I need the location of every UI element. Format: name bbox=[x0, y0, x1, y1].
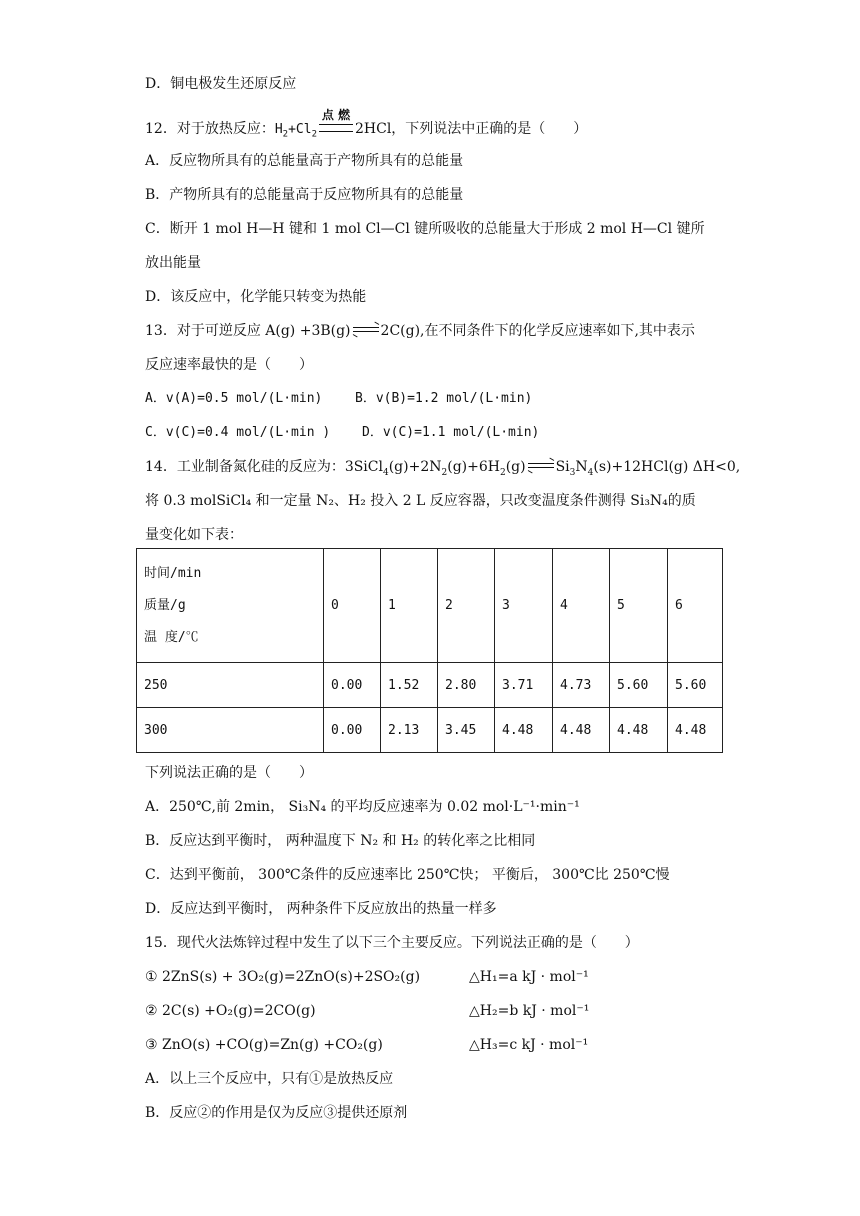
q14-option-d: D．反应达到平衡时， 两种条件下反应放出的热量一样多 bbox=[145, 901, 497, 917]
q14-eq-c: (g)+6H bbox=[447, 459, 500, 475]
q13-option-d: D．v(C)=1.1 mol/(L·min) bbox=[362, 425, 540, 440]
value-cell: 2.13 bbox=[381, 708, 438, 753]
q12-option-c-line2: 放出能量 bbox=[145, 255, 201, 271]
value-cell: 4.48 bbox=[668, 708, 723, 753]
ignite-arrow bbox=[317, 108, 355, 137]
reaction-2-enthalpy: △H₂=b kJ · mol⁻¹ bbox=[469, 1003, 590, 1019]
q13-option-a: A．v(A)=0.5 mol/(L·min) bbox=[145, 391, 323, 406]
q13-stem-line2: 反应速率最快的是（ ） bbox=[145, 357, 313, 373]
reaction-2: ② 2C(s) +O₂(g)=2CO(g) bbox=[145, 1003, 316, 1019]
header-temp-label: 温 度/℃ bbox=[144, 629, 199, 645]
q14-eq-d: (g) bbox=[505, 459, 526, 475]
q14-eq-f: N bbox=[575, 459, 588, 475]
mass-table bbox=[136, 548, 723, 753]
q12-formula: $H_2+Cl_2$ bbox=[274, 122, 317, 140]
q15-option-b: B．反应②的作用是仅为反应③提供还原剂 bbox=[145, 1105, 408, 1121]
q14-stem-line1: 14．工业制备氮化硅的反应为：$3SiCl_4(g)+2N_2(g)+6H_2(g)$ $Si_3N_4(s)+12HCl(g)$ ΔH<0, bbox=[145, 459, 741, 478]
value-cell: 0.00 bbox=[324, 708, 381, 753]
q12-stem-text: 12．对于放热反应： bbox=[145, 121, 275, 137]
table-row bbox=[137, 708, 723, 753]
reaction-1: ① 2ZnS(s) + 3O₂(g)=2ZnO(s)+2SO₂(g) bbox=[145, 969, 421, 985]
q14-stem-line3: 量变化如下表： bbox=[145, 527, 243, 543]
q14-eq-g: (s)+12HCl(g) ΔH<0, bbox=[593, 459, 741, 475]
q12-stem-rest: 2HCl，下列说法中正确的是（ ） bbox=[354, 121, 588, 137]
value-cell: 4.48 bbox=[495, 708, 553, 753]
table-header-row bbox=[137, 549, 723, 663]
temp-cell: 300 bbox=[137, 708, 324, 753]
q12-option-c-line1: C．断开 1 mol H—H 键和 1 mol Cl—Cl 键所吸收的总能量大于形成 2 mol H—Cl 键所 bbox=[145, 221, 705, 237]
ignite-label: 点 燃 bbox=[321, 108, 351, 122]
time-cell: 1 bbox=[381, 549, 438, 663]
time-cell: 6 bbox=[668, 549, 723, 663]
q12-option-d: D．该反应中，化学能只转变为热能 bbox=[145, 289, 367, 305]
q14-eq-a: 14．工业制备氮化硅的反应为：3SiCl bbox=[145, 459, 383, 475]
q13-stem-line1 bbox=[145, 321, 695, 341]
q14-option-a: A．250℃,前 2min， Si₃N₄ 的平均反应速率为 0.02 mol·L⁻¹·min⁻¹ bbox=[145, 799, 580, 815]
equilibrium-arrow bbox=[528, 462, 554, 470]
q12-stem bbox=[145, 108, 588, 145]
reaction-3-enthalpy: △H₃=c kJ · mol⁻¹ bbox=[469, 1037, 589, 1053]
q12-option-b: B．产物所具有的总能量高于反应物所具有的总能量 bbox=[145, 187, 464, 203]
header-time-label: 时间/min bbox=[144, 565, 202, 581]
value-cell: 5.60 bbox=[668, 663, 723, 708]
temp-cell: 250 bbox=[137, 663, 324, 708]
reaction-3: ③ ZnO(s) +CO(g)=Zn(g) +CO₂(g) bbox=[145, 1037, 383, 1053]
q13-stem-a: 13．对于可逆反应 A(g) +3B(g) bbox=[145, 323, 351, 339]
time-cell: 4 bbox=[553, 549, 610, 663]
q12-option-a: A．反应物所具有的总能量高于产物所具有的总能量 bbox=[145, 153, 464, 169]
value-cell: 0.00 bbox=[324, 663, 381, 708]
q14-option-c: C．达到平衡前， 300℃条件的反应速率比 250℃快； 平衡后， 300℃比 250℃慢 bbox=[145, 867, 670, 883]
value-cell: 1.52 bbox=[381, 663, 438, 708]
q14-question: 下列说法正确的是（ ） bbox=[145, 765, 313, 781]
q13-stem-b: 2C(g),在不同条件下的化学反应速率如下,其中表示 bbox=[380, 323, 695, 339]
q15-stem: 15．现代火法炼锌过程中发生了以下三个主要反应。下列说法正确的是（ ） bbox=[145, 935, 639, 951]
q14-eq-b: (g)+2N bbox=[388, 459, 442, 475]
q14-stem-line2: 将 0.3 molSiCl₄ 和一定量 N₂、H₂ 投入 2 L 反应容器，只改变温度条件测得 Si₃N₄的质 bbox=[145, 493, 696, 509]
q14-eq-e: Si bbox=[555, 459, 570, 475]
reaction-1-enthalpy: △H₁=a kJ · mol⁻¹ bbox=[469, 969, 589, 985]
q11-option-d: D．铜电极发生还原反应 bbox=[145, 76, 297, 92]
time-cell: 5 bbox=[610, 549, 668, 663]
value-cell: 4.48 bbox=[553, 708, 610, 753]
q14-option-b: B．反应达到平衡时， 两种温度下 N₂ 和 H₂ 的转化率之比相同 bbox=[145, 833, 536, 849]
value-cell: 3.71 bbox=[495, 663, 553, 708]
time-cell: 2 bbox=[438, 549, 495, 663]
value-cell: 4.73 bbox=[553, 663, 610, 708]
q15-option-a: A．以上三个反应中，只有①是放热反应 bbox=[145, 1071, 394, 1087]
header-label-cell bbox=[137, 549, 324, 663]
table-row bbox=[137, 663, 723, 708]
q13-option-b: B．v(B)=1.2 mol/(L·min) bbox=[355, 391, 533, 406]
value-cell: 3.45 bbox=[438, 708, 495, 753]
equilibrium-arrow bbox=[353, 326, 379, 334]
value-cell: 2.80 bbox=[438, 663, 495, 708]
header-mass-label: 质量/g bbox=[144, 597, 186, 613]
value-cell: 4.48 bbox=[610, 708, 668, 753]
value-cell: 5.60 bbox=[610, 663, 668, 708]
q13-option-c: C．v(C)=0.4 mol/(L·min ) bbox=[145, 425, 331, 440]
time-cell: 0 bbox=[324, 549, 381, 663]
time-cell: 3 bbox=[495, 549, 553, 663]
